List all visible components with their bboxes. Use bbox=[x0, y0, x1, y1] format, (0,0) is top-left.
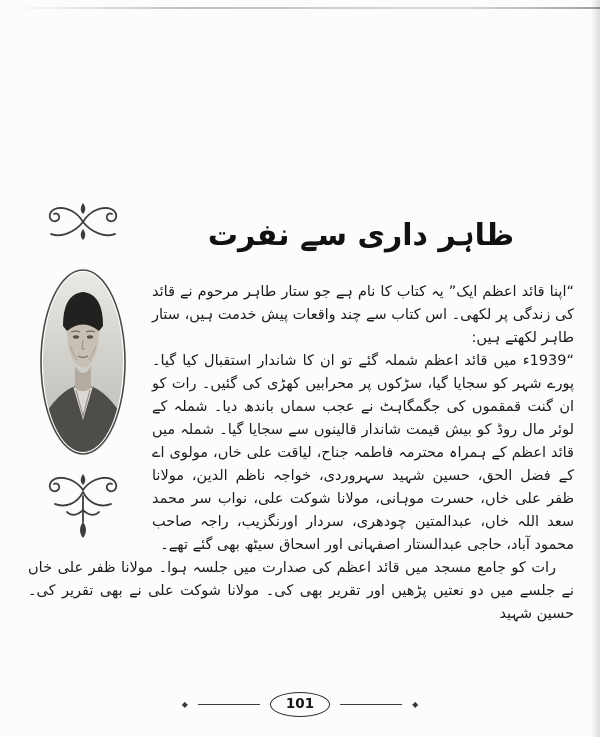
page-content bbox=[28, 198, 574, 626]
scan-artifact-top bbox=[14, 7, 600, 9]
footer-rule-right bbox=[340, 704, 402, 705]
body-paragraph: “اپنا قائد اعظم ایک” یہ کتاب کا نام ہے جو ستار طاہر مرحوم نے قائد کی زندگی پر لکھی۔ اس کتاب سے چند واقعات پیش خدمت ہیں، ستار طاہر لکھتے ہیں: bbox=[152, 284, 574, 346]
footer-diamond-icon: ◆ bbox=[181, 699, 188, 709]
page-footer bbox=[0, 692, 600, 717]
page-number: 101 bbox=[270, 692, 330, 717]
jinnah-portrait-image bbox=[40, 268, 126, 456]
chapter-title: ظاہر داری سے نفرت bbox=[207, 218, 515, 253]
footer-rule-left bbox=[198, 704, 260, 705]
floral-ornament-top-icon bbox=[41, 198, 125, 250]
floral-ornament-bottom-icon bbox=[41, 470, 125, 546]
footer-diamond-icon: ◆ bbox=[412, 699, 419, 709]
scan-artifact-right-edge bbox=[591, 0, 600, 737]
left-decorative-column bbox=[28, 198, 138, 550]
body-paragraph: “1939ء میں قائد اعظم شملہ گئے تو ان کا شاندار استقبال کیا گیا۔ پورے شہر کو سجایا گیا، سڑکوں پر محرابیں کھڑی کی گئیں۔ رات کو ان گنت قمقموں کی جگمگاہٹ نے عجب سماں باندھ دیا۔ شملہ کے لوئر مال روڈ کو بیش قیمت شاندار قالینوں سے سجایا گیا۔ شملہ میں قائد اعظم کے ہمراہ محترمہ فاطمہ جناح، لیاقت علی خاں، مولوی اے کے فضل الحق، حسین شہید سہروردی، خواجہ ناظم الدین، مولانا ظفر علی خاں، حسرت موہانی، مولانا شوکت علی، نواب سر محمد سعد اللہ خاں، عبدالمتین چودھری، سردار اورنگزیب، راجہ صاحب محمود آباد، حاجی عبدالستار اصفہانی اور اسحاق سیٹھ بھی گئے تھے۔ bbox=[152, 353, 574, 553]
body-paragraph: رات کو جامع مسجد میں قائد اعظم کی صدارت میں جلسہ ہوا۔ مولانا ظفر علی خاں نے جلسے میں دو نعتیں پڑھیں اور تقریر بھی کی۔ مولانا شوکت علی نے بھی تقریر کی۔ حسین شہید bbox=[28, 560, 574, 622]
